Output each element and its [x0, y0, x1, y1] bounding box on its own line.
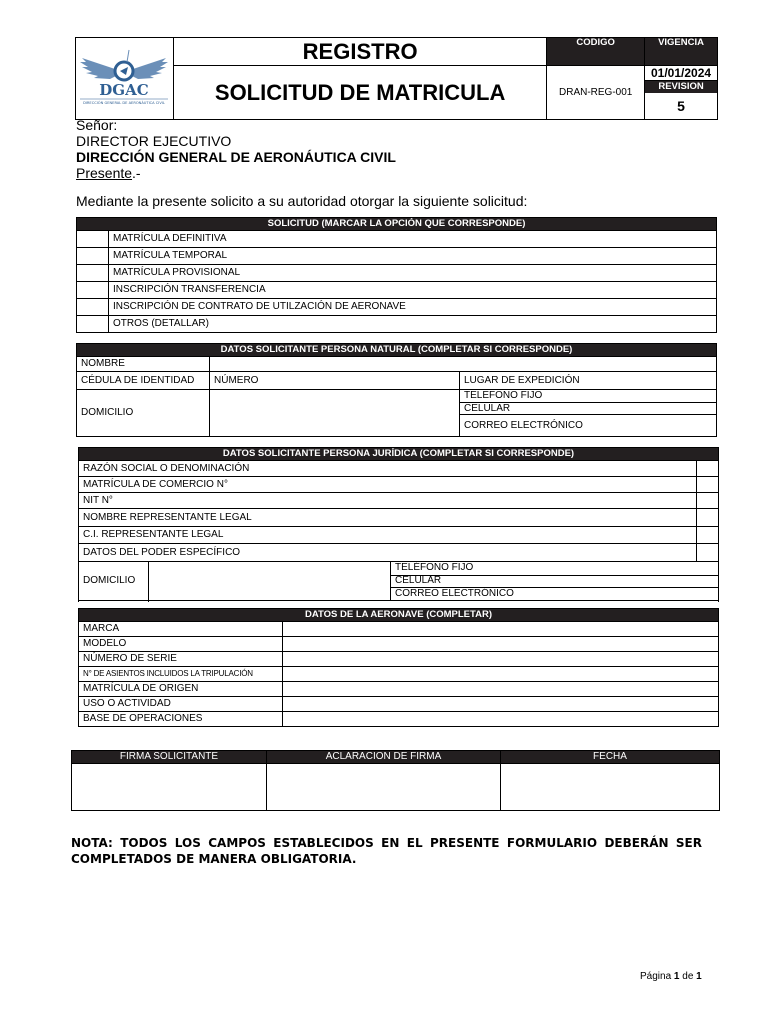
option-checkbox[interactable]	[77, 299, 109, 316]
dgac-logo	[76, 38, 174, 120]
address-line-senor: Señor:	[76, 117, 118, 133]
address-line-dgac: DIRECCIÓN GENERAL DE AERONÁUTICA CIVIL	[76, 149, 396, 165]
persona-natural-table	[76, 343, 717, 437]
aeronave-row-field[interactable]	[283, 712, 719, 727]
aeronave-table	[78, 608, 719, 727]
telefono-field[interactable]: TELEFONO FIJO	[460, 390, 717, 403]
codigo-value: DRAN-REG-001	[547, 66, 645, 120]
persona-juridica-table	[78, 447, 719, 601]
option-label: OTROS (DETALLAR)	[109, 316, 717, 333]
codigo-label: CODIGO	[547, 38, 645, 66]
juridica-row-field[interactable]	[696, 527, 718, 544]
firma-solicitante-field[interactable]	[72, 764, 267, 811]
celular-field[interactable]: CELULAR	[460, 403, 717, 415]
cedula-label: CÉDULA DE IDENTIDAD	[77, 372, 210, 390]
firma-table	[71, 750, 720, 811]
juridica-telefono-field[interactable]: TELÉFONO FIJO	[391, 562, 719, 575]
domicilio-label: DOMICILIO	[77, 390, 210, 437]
option-label: INSCRIPCIÓN TRANSFERENCIA	[109, 282, 717, 299]
document-header	[75, 37, 718, 120]
lugar-field[interactable]: LUGAR DE EXPEDICIÓN	[460, 372, 717, 390]
vigencia-label: VIGENCIA	[645, 38, 718, 66]
aclaracion-firma-field[interactable]	[267, 764, 501, 811]
aeronave-row-field[interactable]	[283, 697, 719, 712]
vigencia-value: 01/01/2024	[645, 66, 717, 81]
juridica-row-field[interactable]	[696, 461, 718, 477]
address-block	[76, 117, 396, 181]
page-total: 1	[696, 971, 702, 982]
fecha-field[interactable]	[501, 764, 720, 811]
option-label: INSCRIPCIÓN DE CONTRATO DE UTILZACIÓN DE AERONAVE	[109, 299, 717, 316]
option-checkbox[interactable]	[77, 265, 109, 282]
logo-subtext: DIRECCIÓN GENERAL DE AERONÁUTICA CIVIL	[83, 101, 166, 105]
nota-line-2: COMPLETADOS DE MANERA OBLIGATORIA.	[71, 852, 357, 866]
nota-line-1: NOTA: TODOS LOS CAMPOS ESTABLECIDOS EN EL PRESENTE FORMULARIO DEBERÁN SER	[71, 836, 702, 850]
option-checkbox[interactable]	[77, 282, 109, 299]
option-label: MATRÍCULA DEFINITIVA	[109, 231, 717, 248]
option-checkbox[interactable]	[77, 316, 109, 333]
aeronave-row-field[interactable]	[283, 637, 719, 652]
aeronave-row-label: MARCA	[79, 622, 283, 637]
juridica-row-label: NOMBRE REPRESENTANTE LEGAL	[79, 509, 697, 527]
revision-label: REVISION	[645, 81, 717, 93]
form-title: REGISTRO	[173, 38, 546, 66]
form-subtitle: SOLICITUD DE MATRICULA	[173, 66, 546, 120]
aeronave-row-field[interactable]	[283, 682, 719, 697]
aeronave-row-label: MATRÍCULA DE ORIGEN	[79, 682, 283, 697]
firma-solicitante-header: FIRMA SOLICITANTE	[72, 751, 267, 764]
aclaracion-firma-header: ACLARACION DE FIRMA	[267, 751, 501, 764]
revision-value: 5	[677, 98, 685, 114]
juridica-row-label: RAZÓN SOCIAL O DENOMINACIÓN	[79, 461, 697, 477]
correo-field[interactable]: CORREO ELECTRÓNICO	[460, 415, 717, 437]
de-label: de	[682, 971, 694, 982]
juridica-celular-field[interactable]: CELULAR	[391, 575, 719, 587]
page-number: 1	[673, 971, 680, 982]
aeronave-row-field[interactable]	[283, 622, 719, 637]
aeronave-row-label: BASE DE OPERACIONES	[79, 712, 283, 727]
juridica-correo-field[interactable]: CORREO ELECTRÓNICO	[391, 587, 719, 600]
address-line-presente: Presente.-	[76, 165, 141, 181]
dgac-wings-icon	[76, 44, 172, 110]
option-label: MATRÍCULA TEMPORAL	[109, 248, 717, 265]
address-line-director: DIRECTOR EJECUTIVO	[76, 133, 232, 149]
pagina-label: Página	[640, 971, 672, 982]
solicitud-header: SOLICITUD (MARCAR LA OPCIÓN QUE CORRESPONDE)	[77, 218, 717, 231]
juridica-row-label: C.I. REPRESENTANTE LEGAL	[79, 527, 697, 544]
juridica-row-label: NIT N°	[79, 493, 697, 509]
solicitud-table	[76, 217, 717, 333]
juridica-row-field[interactable]	[696, 544, 718, 562]
aeronave-row-field[interactable]	[283, 652, 719, 667]
aeronave-row-label: N° DE ASIENTOS INCLUIDOS LA TRIPULACIÓN	[79, 667, 283, 682]
aeronave-row-label: MODELO	[79, 637, 283, 652]
juridica-header: DATOS SOLICITANTE PERSONA JURÍDICA (COMPLETAR SI CORRESPONDE)	[79, 448, 719, 461]
aeronave-row-label: NÚMERO DE SERIE	[79, 652, 283, 667]
juridica-domicilio-label: DOMICILIO	[79, 562, 149, 601]
fecha-header: FECHA	[501, 751, 720, 764]
intro-text: Mediante la presente solicito a su autoridad otorgar la siguiente solicitud:	[76, 193, 528, 209]
nombre-field[interactable]	[210, 357, 717, 372]
numero-field[interactable]: NÚMERO	[210, 372, 460, 390]
aeronave-row-field[interactable]	[283, 667, 719, 682]
option-label: MATRÍCULA PROVISIONAL	[109, 265, 717, 282]
juridica-row-field[interactable]	[696, 477, 718, 493]
option-checkbox[interactable]	[77, 231, 109, 248]
juridica-row-field[interactable]	[696, 493, 718, 509]
juridica-row-label: DATOS DEL PODER ESPECÍFICO	[79, 544, 697, 562]
logo-text: DGAC	[99, 81, 150, 99]
juridica-row-label: MATRÍCULA DE COMERCIO N°	[79, 477, 697, 493]
option-checkbox[interactable]	[77, 248, 109, 265]
aeronave-row-label: USO O ACTIVIDAD	[79, 697, 283, 712]
nombre-label: NOMBRE	[77, 357, 210, 372]
page-footer	[640, 971, 702, 982]
aeronave-header: DATOS DE LA AERONAVE (COMPLETAR)	[79, 609, 719, 622]
juridica-domicilio-field[interactable]	[149, 562, 391, 600]
natural-header: DATOS SOLICITANTE PERSONA NATURAL (COMPLETAR SI CORRESPONDE)	[77, 344, 717, 357]
juridica-row-field[interactable]	[696, 509, 718, 527]
domicilio-field[interactable]	[210, 390, 460, 437]
